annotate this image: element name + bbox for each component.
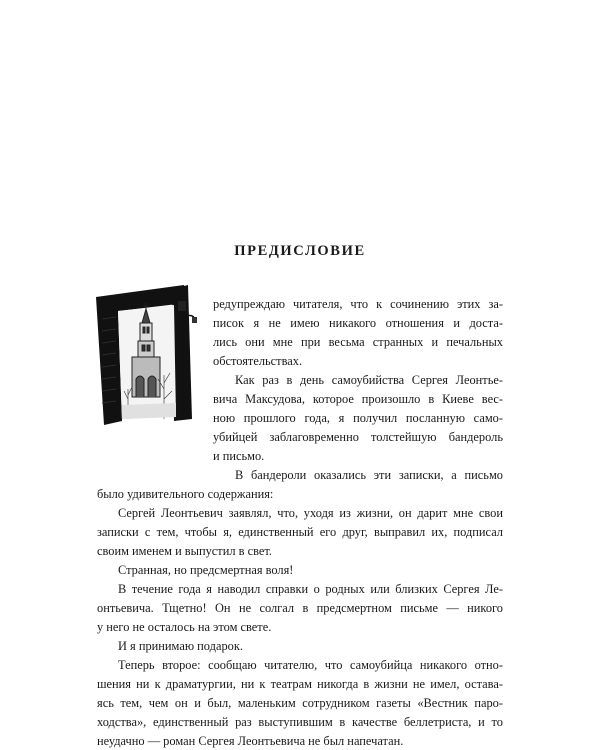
text-line: Странная, но предсмертная воля!	[118, 563, 294, 577]
text-line: В бандероли оказались эти записки, а письмо	[235, 468, 503, 482]
text-line: шения ни к драматургии, ни к театрам никогда в жизни не имел, остава-	[97, 677, 503, 691]
text-line: и письмо.	[213, 449, 265, 463]
text-line: у него не осталось на этом свете.	[97, 620, 272, 634]
text-line: Как раз в день самоубийства Сергея Леонтье-	[235, 373, 503, 387]
text-line: Теперь второе: сообщаю читателю, что самоубийца никакого отно-	[118, 658, 503, 672]
text-line: было удивительного содержания:	[97, 487, 274, 501]
text-line: И я принимаю подарок.	[118, 639, 243, 653]
text-line: убийцей заблаговременно толстейшую бандероль	[213, 430, 503, 444]
text-line: неудачно — роман Сергея Леонтьевича не был напечатан.	[97, 734, 404, 748]
text-line: ясь тем, чем он и был, маленьким сотрудником газеты «Вестник паро-	[97, 696, 503, 710]
text-line: вича Максудова, которое произошло в Киеве вес-	[213, 392, 503, 406]
text-line: обстоятельствах.	[213, 354, 303, 368]
text-line: ною прошлого года, я получил посланную само-	[213, 411, 503, 425]
text-line: В течение года я наводил справки о родных или близких Сергея Ле-	[118, 582, 503, 596]
text-line: онтьевича. Тщетно! Он не солгал в предсмертном письме — никого	[97, 601, 503, 615]
text-line: Сергей Леонтьевич заявлял, что, уходя из жизни, он дарит мне свои	[118, 506, 503, 520]
drop-cap-illustration	[88, 279, 206, 427]
text-line: ходства», единственный раз выступившим в качестве беллетриста, и то	[97, 715, 503, 729]
chapter-heading: ПРЕДИСЛОВИЕ	[234, 243, 366, 259]
text-line: редупреждаю читателя, что к сочинению этих за-	[213, 297, 503, 311]
text-line: писок я не имею никакого отношения и доста-	[213, 316, 503, 330]
text-line: записки с тем, чтобы я, единственный его друг, выправил их, подписал	[97, 525, 503, 539]
text-line: лись они мне при весьма странных и печальных	[213, 335, 503, 349]
text-line: своим именем и выпустил в свет.	[97, 544, 272, 558]
